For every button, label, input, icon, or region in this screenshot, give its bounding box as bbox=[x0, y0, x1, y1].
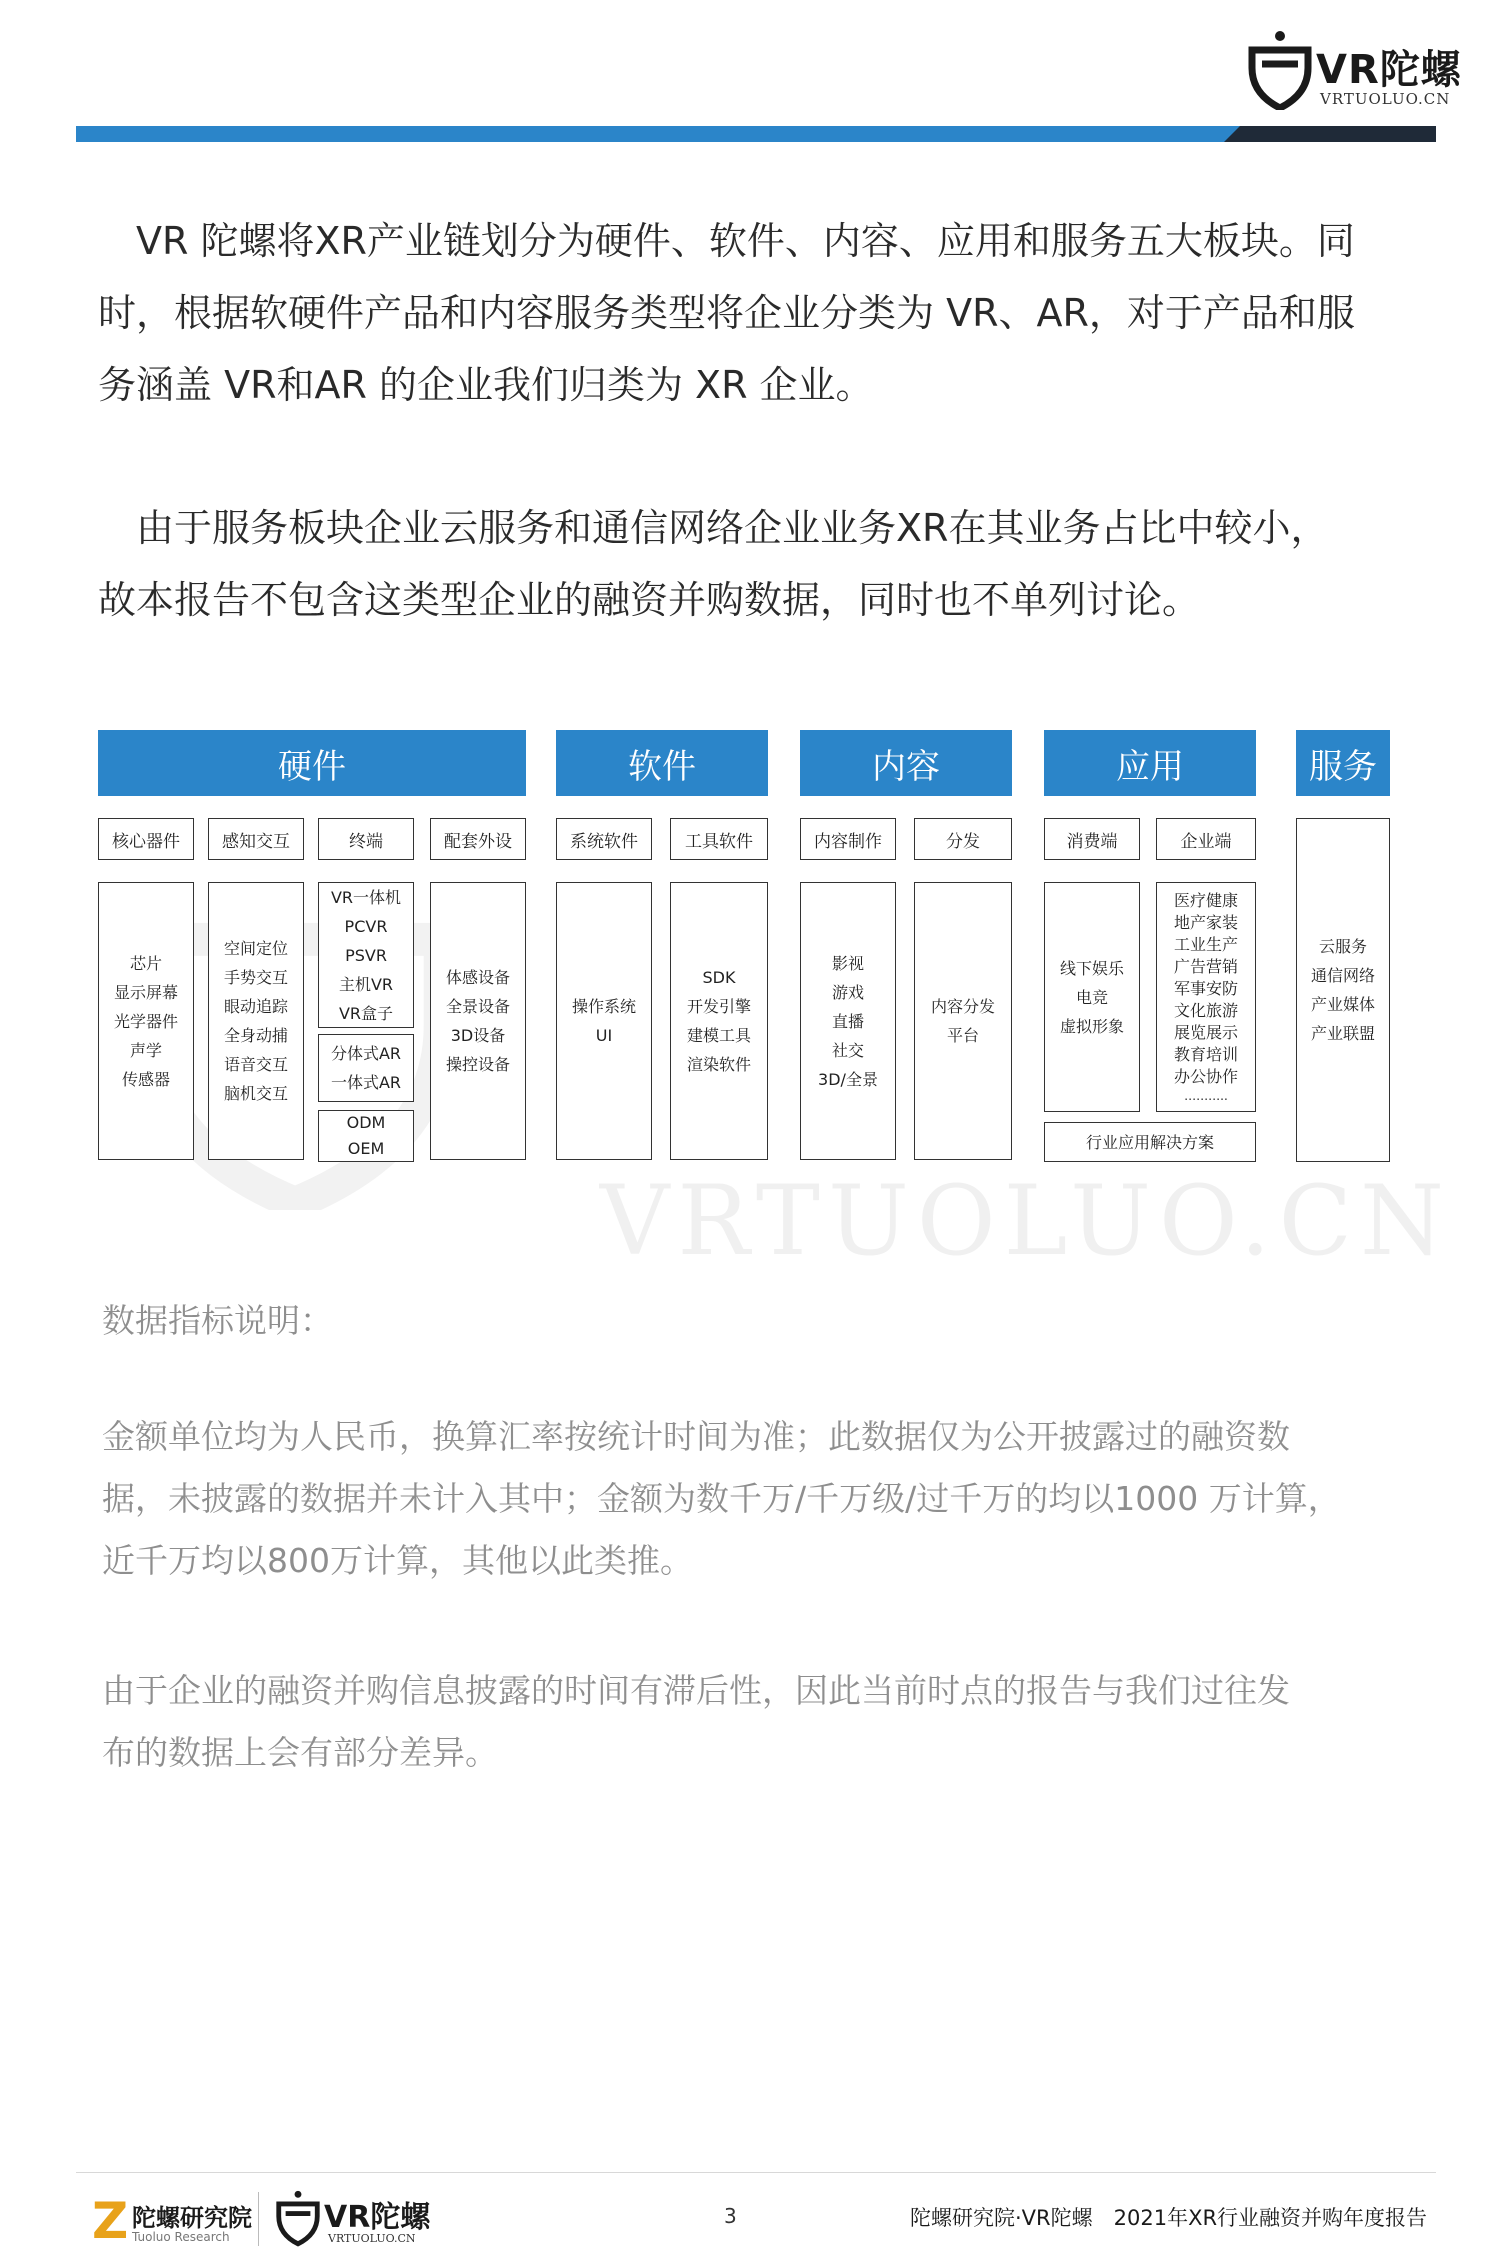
list-item: 体感设备 bbox=[445, 968, 510, 987]
list-item: 声学 bbox=[129, 1040, 162, 1060]
list-item: 医疗健康 bbox=[1173, 891, 1238, 910]
list-item: 平台 bbox=[946, 1026, 979, 1045]
list-item: 空间定位 bbox=[223, 939, 288, 958]
list-item: 直播 bbox=[831, 1011, 864, 1031]
list-item: ODM bbox=[346, 1113, 386, 1132]
solution-label: 行业应用解决方案 bbox=[1085, 1132, 1214, 1152]
header-domain: VRTUOLUO.CN bbox=[1320, 90, 1451, 108]
list-item: 展览展示 bbox=[1173, 1023, 1238, 1042]
list-item: 社交 bbox=[831, 1040, 864, 1060]
box-distribution bbox=[914, 882, 1012, 1160]
list-item: 渲染软件 bbox=[686, 1055, 751, 1074]
notes-title-text: 数据指标说明： bbox=[102, 1301, 333, 1340]
list-item: 分体式AR bbox=[330, 1044, 402, 1063]
list-item: 通信网络 bbox=[1310, 966, 1375, 985]
shield-logo-icon bbox=[1248, 28, 1312, 110]
notes-line: 由于企业的融资并购信息披露的时间有滞后性，因此当前时点的报告与我们过往发 bbox=[102, 1671, 1290, 1710]
list-item: 电竞 bbox=[1075, 987, 1108, 1007]
second-line: 故本报告不包含这类型企业的融资并购数据，同时也不单列讨论。 bbox=[98, 578, 1201, 622]
box-core-components bbox=[98, 882, 194, 1160]
list-item: SDK bbox=[702, 968, 736, 987]
box-services bbox=[1296, 818, 1390, 1162]
intro-line: VR 陀螺将XR产业链划分为硬件、软件、内容、应用和服务五大板块。同 bbox=[98, 219, 1355, 263]
header-logo bbox=[1248, 28, 1462, 110]
header-bar-dark bbox=[1240, 126, 1436, 142]
list-item: 教育培训 bbox=[1173, 1045, 1238, 1064]
subheader-content-make: 内容制作 bbox=[800, 818, 896, 860]
list-item: 军事安防 bbox=[1173, 979, 1238, 998]
footer-logo-separator bbox=[258, 2192, 259, 2246]
list-item: 文化旅游 bbox=[1173, 1001, 1238, 1020]
list-item: 全身动捕 bbox=[223, 1026, 288, 1045]
box-system-software bbox=[556, 882, 652, 1160]
list-item: 主机VR bbox=[338, 974, 394, 994]
notes-paragraph-2 bbox=[102, 1660, 1432, 1784]
box-terminal-odm bbox=[318, 1110, 414, 1162]
list-item: 建模工具 bbox=[686, 1026, 751, 1045]
category-hardware: 硬件 bbox=[98, 730, 526, 796]
box-terminal-ar bbox=[318, 1034, 414, 1102]
list-item: 光学器件 bbox=[113, 1011, 178, 1031]
list-item: 地产家装 bbox=[1173, 913, 1238, 932]
list-item: 脑机交互 bbox=[223, 1084, 288, 1103]
header-brand: VR陀螺 bbox=[1316, 47, 1462, 93]
list-item: 虚拟形象 bbox=[1059, 1016, 1124, 1036]
list-item: 全景设备 bbox=[445, 997, 510, 1016]
list-item: ……….. bbox=[1184, 1089, 1228, 1103]
shield-logo-icon bbox=[276, 2186, 320, 2248]
notes-line: 金额单位均为人民币，换算汇率按统计时间为准；此数据仅为公开披露过的融资数 bbox=[102, 1417, 1290, 1456]
category-service: 服务 bbox=[1296, 730, 1390, 796]
list-item: VR盒子 bbox=[338, 1003, 394, 1023]
notes-line: 近千万均以800万计算，其他以此类推。 bbox=[102, 1541, 693, 1580]
category-software: 软件 bbox=[556, 730, 768, 796]
subheader-tool-software: 工具软件 bbox=[670, 818, 768, 860]
list-item: 广告营销 bbox=[1173, 957, 1238, 976]
list-item: 云服务 bbox=[1318, 937, 1367, 956]
watermark-text: VRTUOLUO.CN bbox=[600, 1165, 1453, 1277]
intro-line: 时，根据软硬件产品和内容服务类型将企业分类为 VR、AR，对于产品和服 bbox=[98, 291, 1355, 335]
box-industry-solutions bbox=[1044, 1122, 1256, 1162]
intro-line: 务涵盖 VR和AR 的企业我们归类为 XR 企业。 bbox=[98, 363, 874, 407]
list-item: 显示屏幕 bbox=[113, 982, 178, 1002]
list-item: 一体式AR bbox=[330, 1073, 402, 1092]
list-item: 产业联盟 bbox=[1310, 1024, 1375, 1043]
subheader-system-software: 系统软件 bbox=[556, 818, 652, 860]
list-item: 开发引擎 bbox=[686, 997, 751, 1016]
page-number: 3 bbox=[724, 2204, 737, 2228]
second-line: 由于服务板块企业云服务和通信网络企业业务XR在其业务占比中较小， bbox=[98, 506, 1329, 550]
subheader-sense: 感知交互 bbox=[208, 818, 304, 860]
list-item: OEM bbox=[347, 1139, 385, 1158]
subheader-core: 核心器件 bbox=[98, 818, 194, 860]
footer-research-en: Tuoluo Research bbox=[132, 2230, 230, 2244]
list-item: 工业生产 bbox=[1173, 935, 1238, 954]
list-item: 3D/全景 bbox=[818, 1069, 878, 1089]
box-content-production bbox=[800, 882, 896, 1160]
list-item: 内容分发 bbox=[930, 997, 995, 1016]
category-content: 内容 bbox=[800, 730, 1012, 796]
list-item: 影视 bbox=[831, 953, 864, 973]
list-item: VR一体机 bbox=[330, 887, 402, 907]
list-item: 游戏 bbox=[831, 982, 864, 1002]
subheader-enterprise: 企业端 bbox=[1156, 818, 1256, 860]
intro-paragraph bbox=[98, 205, 1428, 421]
footer-research-logo bbox=[92, 2190, 262, 2250]
notes-line: 据，未披露的数据并未计入其中；金额为数千万/千万级/过千万的均以1000 万计算， bbox=[102, 1479, 1341, 1518]
list-item: 操作系统 bbox=[571, 997, 636, 1016]
notes-line: 布的数据上会有部分差异。 bbox=[102, 1733, 498, 1772]
list-item: UI bbox=[595, 1026, 613, 1045]
subheader-distribution: 分发 bbox=[914, 818, 1012, 860]
footer-divider bbox=[76, 2172, 1436, 2173]
footer-research-name: 陀螺研究院 bbox=[132, 2204, 252, 2232]
z-logo-icon: Z bbox=[92, 2192, 129, 2250]
subheader-consumer: 消费端 bbox=[1044, 818, 1140, 860]
list-item: 眼动追踪 bbox=[223, 997, 288, 1016]
subheader-peripheral: 配套外设 bbox=[430, 818, 526, 860]
box-peripherals bbox=[430, 882, 526, 1160]
second-paragraph bbox=[98, 492, 1428, 636]
list-item: 办公协作 bbox=[1173, 1067, 1238, 1086]
notes-title bbox=[102, 1290, 1432, 1352]
box-enterprise-apps bbox=[1156, 882, 1256, 1112]
box-tool-software bbox=[670, 882, 768, 1160]
list-item: 手势交互 bbox=[223, 968, 288, 987]
list-item: PSVR bbox=[345, 945, 387, 965]
footer-brand: VR陀螺 bbox=[324, 2200, 431, 2235]
header-bar bbox=[76, 126, 1436, 142]
list-item: 产业媒体 bbox=[1310, 995, 1375, 1014]
list-item: PCVR bbox=[344, 916, 388, 936]
box-consumer-apps bbox=[1044, 882, 1140, 1112]
footer-report-title: 陀螺研究院·VR陀螺 2021年XR行业融资并购年度报告 bbox=[910, 2206, 1428, 2230]
list-item: 传感器 bbox=[121, 1069, 170, 1089]
list-item: 操控设备 bbox=[445, 1055, 510, 1074]
list-item: 芯片 bbox=[129, 953, 162, 973]
footer-domain: VRTUOLUO.CN bbox=[328, 2232, 416, 2245]
category-application: 应用 bbox=[1044, 730, 1256, 796]
list-item: 语音交互 bbox=[223, 1055, 288, 1074]
box-sensing-interaction bbox=[208, 882, 304, 1160]
footer-vr-logo bbox=[276, 2186, 446, 2250]
list-item: 线下娱乐 bbox=[1059, 958, 1124, 978]
box-terminal-vr bbox=[318, 882, 414, 1028]
notes-paragraph-1 bbox=[102, 1406, 1432, 1592]
subheader-terminal: 终端 bbox=[318, 818, 414, 860]
list-item: 3D设备 bbox=[450, 1026, 506, 1045]
